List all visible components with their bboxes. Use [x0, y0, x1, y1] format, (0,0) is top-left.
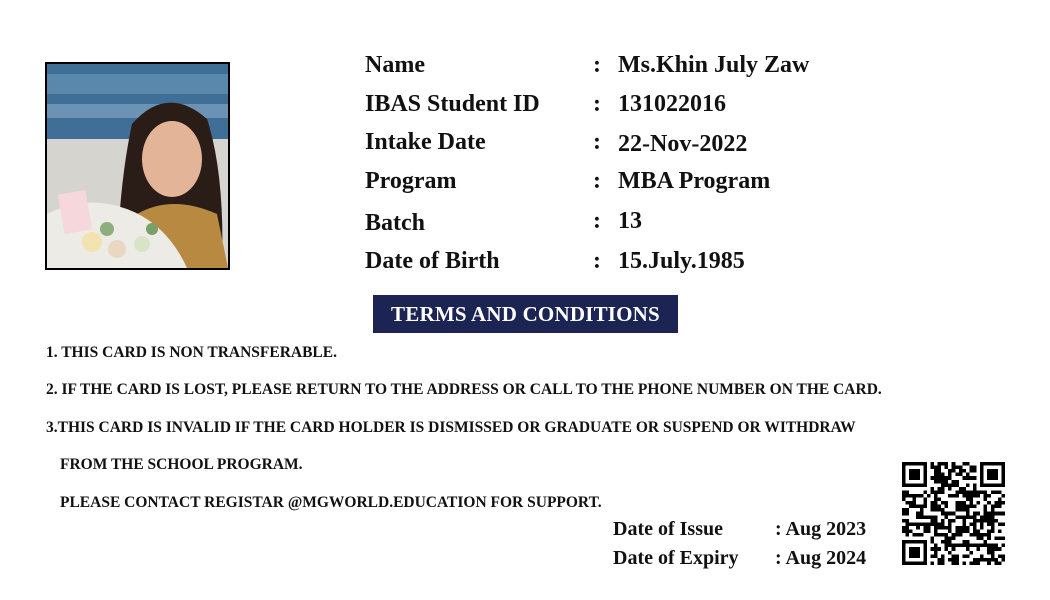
- name-separator: :: [593, 52, 601, 78]
- expiry-date-value: : Aug 2024: [775, 547, 867, 569]
- student-photo-image: [47, 64, 228, 268]
- dob-separator: :: [593, 248, 601, 274]
- program-separator: :: [593, 168, 601, 194]
- intake-date-label: Intake Date: [365, 129, 486, 155]
- term-line-3-continued: FROM THE SCHOOL PROGRAM.: [60, 456, 303, 473]
- term-line-1: 1. THIS CARD IS NON TRANSFERABLE.: [46, 344, 337, 361]
- expiry-date-label: Date of Expiry: [613, 547, 739, 569]
- term-line-2: 2. IF THE CARD IS LOST, PLEASE RETURN TO THE ADDRESS OR CALL TO THE PHONE NUMBER ON THE CARD.: [46, 381, 882, 398]
- program-value: MBA Program: [618, 168, 771, 194]
- batch-separator: :: [593, 208, 601, 234]
- batch-value: 13: [618, 208, 642, 234]
- issue-date-value: : Aug 2023: [775, 518, 867, 540]
- intake-date-separator: :: [593, 129, 601, 155]
- name-label: Name: [365, 52, 425, 78]
- qr-code-icon: [902, 462, 1005, 565]
- dob-label: Date of Birth: [365, 248, 500, 274]
- support-contact-line: PLEASE CONTACT REGISTAR @MGWORLD.EDUCATION FOR SUPPORT.: [60, 494, 602, 511]
- student-id-value: 131022016: [618, 91, 726, 117]
- name-value: Ms.Khin July Zaw: [618, 52, 810, 78]
- student-id-label: IBAS Student ID: [365, 91, 540, 117]
- student-id-separator: :: [593, 91, 601, 117]
- dob-value: 15.July.1985: [618, 248, 745, 274]
- program-label: Program: [365, 168, 457, 194]
- intake-date-value: 22-Nov-2022: [618, 131, 748, 157]
- term-line-3: 3.THIS CARD IS INVALID IF THE CARD HOLDER IS DISMISSED OR GRADUATE OR SUSPEND OR WITHDRAW: [46, 419, 856, 436]
- batch-label: Batch: [365, 210, 425, 236]
- student-photo: [45, 62, 230, 270]
- issue-date-label: Date of Issue: [613, 518, 723, 540]
- terms-title-banner: TERMS AND CONDITIONS: [373, 295, 678, 333]
